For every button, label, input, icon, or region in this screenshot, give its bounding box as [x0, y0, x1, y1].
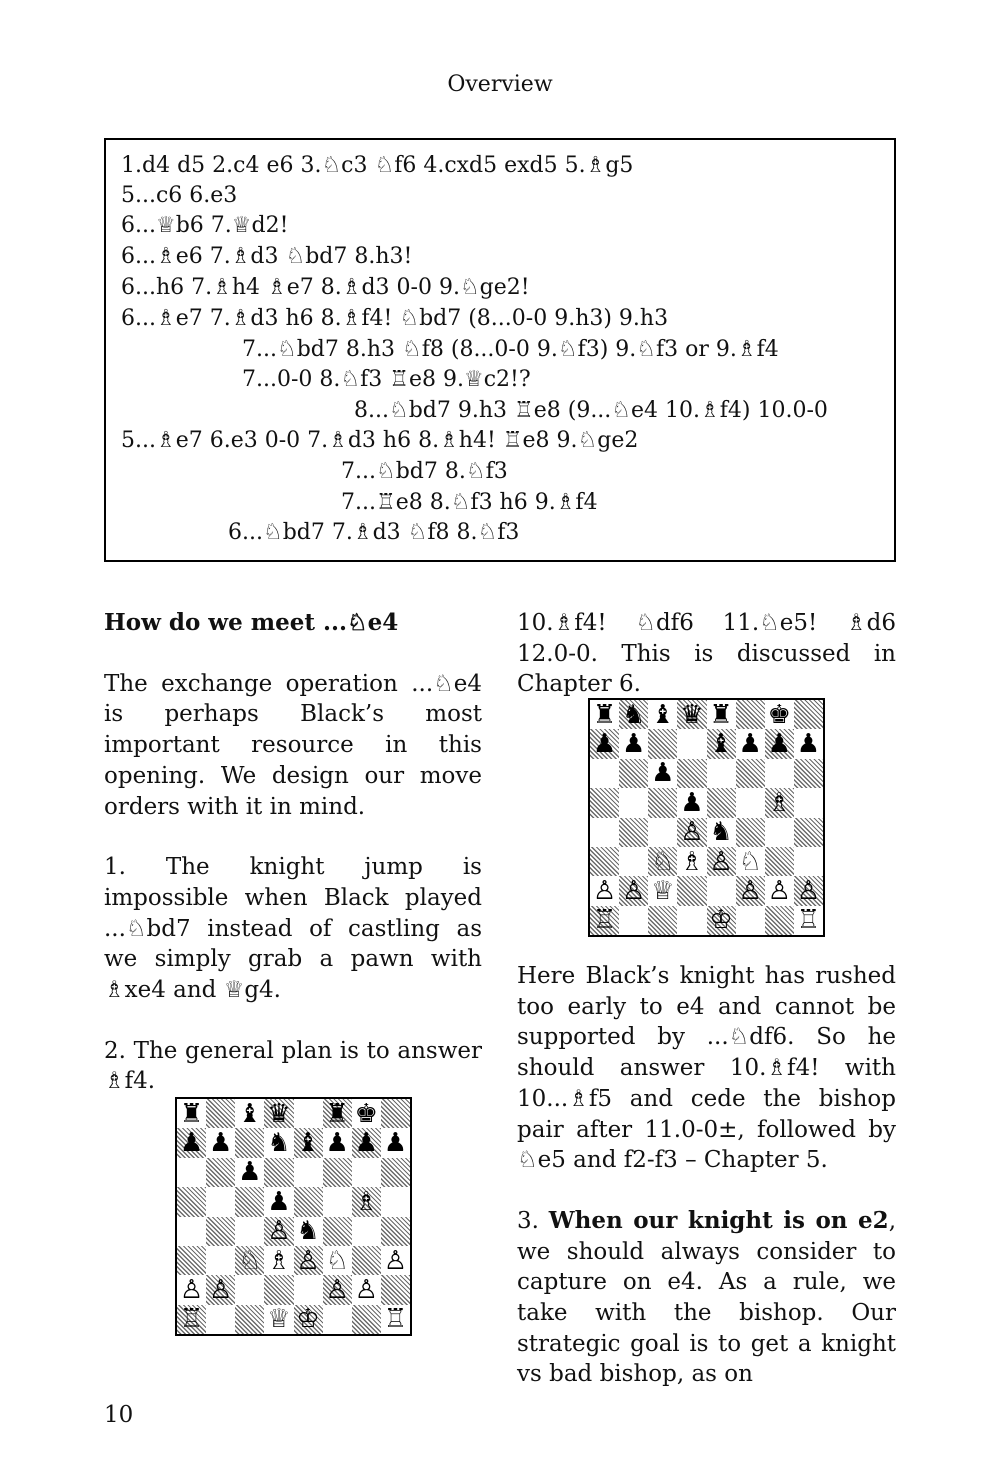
board-square	[206, 1128, 235, 1157]
white-knight-icon: ♘	[738, 846, 762, 877]
black-knight-icon: ♞	[296, 1216, 320, 1247]
board-square	[677, 700, 706, 729]
board-square	[323, 1305, 352, 1334]
board-square	[648, 788, 677, 817]
board-square	[736, 729, 765, 758]
black-pawn-icon: ♟	[651, 758, 675, 789]
variation-line: 7...♘bd7 8.♘f3	[341, 459, 508, 484]
running-header: Overview	[447, 72, 553, 97]
board-square	[648, 818, 677, 847]
right-column-text	[517, 608, 896, 700]
left-column-text	[104, 608, 482, 1097]
white-pawn-icon: ♙	[796, 875, 821, 906]
variation-line: 6...♗e6 7.♗d3 ♘bd7 8.h3!	[121, 244, 413, 269]
board-square	[794, 759, 823, 788]
board-square	[206, 1305, 235, 1334]
board-square	[294, 1305, 323, 1334]
board-square	[736, 847, 765, 876]
board-square	[206, 1217, 235, 1246]
board-square	[707, 788, 736, 817]
white-knight-icon: ♘	[651, 846, 675, 877]
black-pawn-icon: ♟	[325, 1128, 349, 1159]
board-square	[381, 1246, 410, 1275]
board-square	[677, 818, 706, 847]
board-square	[206, 1187, 235, 1216]
board-square	[794, 876, 823, 905]
board-square	[648, 700, 677, 729]
board-square	[177, 1128, 206, 1157]
board-square	[619, 876, 648, 905]
black-bishop-icon: ♝	[238, 1098, 262, 1129]
board-square	[619, 847, 648, 876]
board-square	[352, 1246, 381, 1275]
board-square	[177, 1158, 206, 1187]
board-square	[590, 759, 619, 788]
variation-line: 6...♗e7 7.♗d3 h6 8.♗f4! ♘bd7 (8...0-0 9.h3) 9.h3	[121, 306, 669, 331]
right-column-text-lower	[517, 961, 896, 1390]
board-square	[264, 1217, 293, 1246]
board-square	[235, 1187, 264, 1216]
board-square	[264, 1158, 293, 1187]
black-pawn-icon: ♟	[767, 729, 791, 760]
board-square	[590, 729, 619, 758]
black-pawn-icon: ♟	[354, 1128, 378, 1159]
board-square	[619, 729, 648, 758]
board-square	[648, 906, 677, 935]
board-square	[206, 1158, 235, 1187]
white-rook-icon: ♖	[383, 1304, 408, 1335]
board-square	[765, 876, 794, 905]
white-pawn-icon: ♙	[622, 875, 646, 906]
chess-diagram-right	[588, 698, 825, 937]
black-pawn-icon: ♟	[680, 787, 704, 818]
board-square	[677, 788, 706, 817]
white-bishop-icon: ♗	[267, 1245, 291, 1276]
black-pawn-icon: ♟	[622, 729, 646, 760]
board-square	[590, 788, 619, 817]
board-square	[323, 1099, 352, 1128]
board-square	[736, 906, 765, 935]
board-square	[381, 1187, 410, 1216]
black-rook-icon: ♜	[709, 699, 733, 730]
board-square	[323, 1158, 352, 1187]
board-square	[206, 1246, 235, 1275]
board-square	[264, 1099, 293, 1128]
board-square	[765, 847, 794, 876]
board-square	[177, 1099, 206, 1128]
board-square	[235, 1305, 264, 1334]
board-square	[648, 876, 677, 905]
paragraph	[517, 1206, 896, 1390]
board-square	[736, 759, 765, 788]
board-square	[794, 700, 823, 729]
board-square	[648, 759, 677, 788]
board-square	[707, 759, 736, 788]
black-pawn-icon: ♟	[238, 1157, 262, 1188]
variation-line: 7...0-0 8.♘f3 ♖e8 9.♕c2!?	[242, 367, 531, 392]
black-knight-icon: ♞	[709, 817, 733, 848]
board-square	[794, 906, 823, 935]
board-square	[294, 1158, 323, 1187]
board-square	[677, 847, 706, 876]
variation-line: 6...♘bd7 7.♗d3 ♘f8 8.♘f3	[228, 520, 520, 545]
white-queen-icon: ♕	[267, 1304, 291, 1335]
variation-line: 1.d4 d5 2.c4 e6 3.♘c3 ♘f6 4.cxd5 exd5 5.♗g5	[121, 153, 634, 178]
white-pawn-icon: ♙	[767, 875, 791, 906]
board-square	[648, 847, 677, 876]
white-pawn-icon: ♙	[267, 1216, 291, 1247]
white-pawn-icon: ♙	[738, 875, 762, 906]
variation-line: 7...♖e8 8.♘f3 h6 9.♗f4	[341, 490, 598, 515]
board-square	[765, 788, 794, 817]
black-knight-icon: ♞	[622, 699, 646, 730]
board-square	[177, 1187, 206, 1216]
white-queen-icon: ♕	[651, 875, 675, 906]
white-pawn-icon: ♙	[592, 875, 617, 906]
board-square	[177, 1246, 206, 1275]
board-square	[381, 1275, 410, 1304]
bold-phrase: When our knight is on e2	[548, 1206, 889, 1234]
black-pawn-icon: ♟	[179, 1128, 204, 1159]
white-pawn-icon: ♙	[209, 1274, 233, 1305]
black-king-icon: ♚	[354, 1098, 378, 1129]
variation-line: 6...♕b6 7.♕d2!	[121, 213, 289, 238]
list-number: 3.	[517, 1207, 549, 1234]
white-knight-icon: ♘	[238, 1245, 262, 1276]
paragraph-rest: , we should always consider to capture on e4. As a rule, we take with the bishop. Our strategic goal is to get a knight vs bad bishop, as on	[517, 1207, 896, 1388]
board-square	[765, 759, 794, 788]
board-square	[677, 729, 706, 758]
board-square	[264, 1305, 293, 1334]
board-square	[352, 1158, 381, 1187]
board-square	[264, 1246, 293, 1275]
variation-overview-box	[104, 138, 896, 562]
board-square	[765, 700, 794, 729]
board-square	[177, 1305, 206, 1334]
board-square	[177, 1217, 206, 1246]
black-pawn-icon: ♟	[796, 729, 821, 760]
board-grid	[177, 1099, 410, 1334]
black-queen-icon: ♛	[267, 1098, 291, 1129]
paragraph: 2. The general plan is to answer ♗f4.	[104, 1037, 482, 1095]
variation-line: 8...♘bd7 9.h3 ♖e8 (9...♘e4 10.♗f4) 10.0-0	[354, 398, 828, 423]
board-square	[206, 1275, 235, 1304]
board-square	[590, 847, 619, 876]
board-square	[352, 1128, 381, 1157]
board-square	[619, 759, 648, 788]
black-king-icon: ♚	[767, 699, 791, 730]
white-rook-icon: ♖	[592, 905, 617, 936]
board-square	[648, 729, 677, 758]
board-square	[619, 700, 648, 729]
white-pawn-icon: ♙	[709, 846, 733, 877]
paragraph: The exchange operation ...♘e4 is perhaps Black’s most important resource in this opening. We design our move orders with it in mind.	[104, 670, 482, 820]
variation-line: 6...h6 7.♗h4 ♗e7 8.♗d3 0-0 9.♘ge2!	[121, 275, 530, 300]
black-pawn-icon: ♟	[383, 1128, 408, 1159]
white-pawn-icon: ♙	[296, 1245, 320, 1276]
board-square	[677, 876, 706, 905]
board-square	[736, 788, 765, 817]
board-square	[794, 788, 823, 817]
board-square	[736, 700, 765, 729]
white-king-icon: ♔	[709, 905, 733, 936]
white-bishop-icon: ♗	[767, 787, 791, 818]
black-pawn-icon: ♟	[738, 729, 762, 760]
board-square	[590, 876, 619, 905]
board-square	[765, 818, 794, 847]
board-square	[235, 1246, 264, 1275]
board-square	[707, 876, 736, 905]
board-square	[206, 1099, 235, 1128]
black-knight-icon: ♞	[267, 1128, 291, 1159]
board-square	[352, 1217, 381, 1246]
board-square	[381, 1305, 410, 1334]
board-square	[323, 1187, 352, 1216]
board-square	[235, 1217, 264, 1246]
black-rook-icon: ♜	[179, 1098, 204, 1129]
variation-line: 5...♗e7 6.e3 0-0 7.♗d3 h6 8.♗h4! ♖e8 9.♘ge2	[121, 428, 639, 453]
white-pawn-icon: ♙	[680, 817, 704, 848]
white-pawn-icon: ♙	[354, 1274, 378, 1305]
board-square	[235, 1099, 264, 1128]
white-pawn-icon: ♙	[383, 1245, 408, 1276]
board-square	[765, 729, 794, 758]
board-square	[381, 1217, 410, 1246]
board-square	[590, 700, 619, 729]
board-square	[294, 1099, 323, 1128]
chess-diagram-left	[175, 1097, 412, 1336]
board-square	[235, 1158, 264, 1187]
board-square	[707, 700, 736, 729]
white-pawn-icon: ♙	[179, 1274, 204, 1305]
white-bishop-icon: ♗	[680, 846, 704, 877]
paragraph: 1. The knight jump is impossible when Black played ...♘bd7 instead of castling as we simply grab a pawn with ♗xe4 and ♕g4.	[104, 854, 482, 1004]
board-square	[294, 1128, 323, 1157]
board-square	[707, 906, 736, 935]
white-knight-icon: ♘	[325, 1245, 349, 1276]
board-square	[352, 1187, 381, 1216]
variation-line: 5...c6 6.e3	[121, 183, 238, 208]
board-square	[235, 1128, 264, 1157]
board-square	[707, 847, 736, 876]
board-square	[352, 1275, 381, 1304]
black-rook-icon: ♜	[592, 699, 617, 730]
board-square	[794, 847, 823, 876]
board-square	[294, 1217, 323, 1246]
board-grid	[590, 700, 823, 935]
black-rook-icon: ♜	[325, 1098, 349, 1129]
board-square	[707, 729, 736, 758]
board-square	[677, 906, 706, 935]
board-square	[264, 1187, 293, 1216]
board-square	[619, 818, 648, 847]
board-square	[264, 1275, 293, 1304]
board-square	[736, 818, 765, 847]
board-square	[294, 1275, 323, 1304]
board-square	[177, 1275, 206, 1304]
board-square	[294, 1246, 323, 1275]
board-square	[381, 1158, 410, 1187]
board-square	[765, 906, 794, 935]
board-square	[707, 818, 736, 847]
board-square	[323, 1128, 352, 1157]
white-pawn-icon: ♙	[325, 1274, 349, 1305]
board-square	[677, 759, 706, 788]
board-square	[794, 729, 823, 758]
board-square	[264, 1128, 293, 1157]
section-heading: How do we meet ...♘e4	[104, 609, 399, 636]
board-square	[590, 906, 619, 935]
board-square	[235, 1275, 264, 1304]
page-number: 10	[104, 1402, 134, 1428]
board-square	[590, 818, 619, 847]
board-square	[736, 876, 765, 905]
black-pawn-icon: ♟	[592, 729, 617, 760]
paragraph: 10.♗f4! ♘df6 11.♘e5! ♗d6 12.0-0. This is discussed in Chapter 6.	[517, 610, 896, 698]
black-pawn-icon: ♟	[267, 1186, 291, 1217]
black-bishop-icon: ♝	[651, 699, 675, 730]
white-bishop-icon: ♗	[354, 1186, 378, 1217]
black-queen-icon: ♛	[680, 699, 704, 730]
black-bishop-icon: ♝	[296, 1128, 320, 1159]
board-square	[619, 906, 648, 935]
black-bishop-icon: ♝	[709, 729, 733, 760]
white-rook-icon: ♖	[179, 1304, 204, 1335]
variation-line: 7...♘bd7 8.h3 ♘f8 (8...0-0 9.♘f3) 9.♘f3 or 9.♗f4	[242, 337, 779, 362]
black-pawn-icon: ♟	[209, 1128, 233, 1159]
board-square	[323, 1217, 352, 1246]
paragraph: Here Black’s knight has rushed too early to e4 and cannot be supported by ...♘df6. So he should answer 10.♗f4! with 10...♗f5 and cede the bishop pair after 11.0-0±, followed by ♘e5 and f2-f3 – Chapter 5.	[517, 963, 896, 1174]
board-square	[323, 1275, 352, 1304]
board-square	[381, 1128, 410, 1157]
board-square	[794, 818, 823, 847]
board-square	[619, 788, 648, 817]
board-square	[294, 1187, 323, 1216]
white-king-icon: ♔	[296, 1304, 320, 1335]
board-square	[381, 1099, 410, 1128]
white-rook-icon: ♖	[796, 905, 821, 936]
board-square	[352, 1305, 381, 1334]
board-square	[352, 1099, 381, 1128]
board-square	[323, 1246, 352, 1275]
